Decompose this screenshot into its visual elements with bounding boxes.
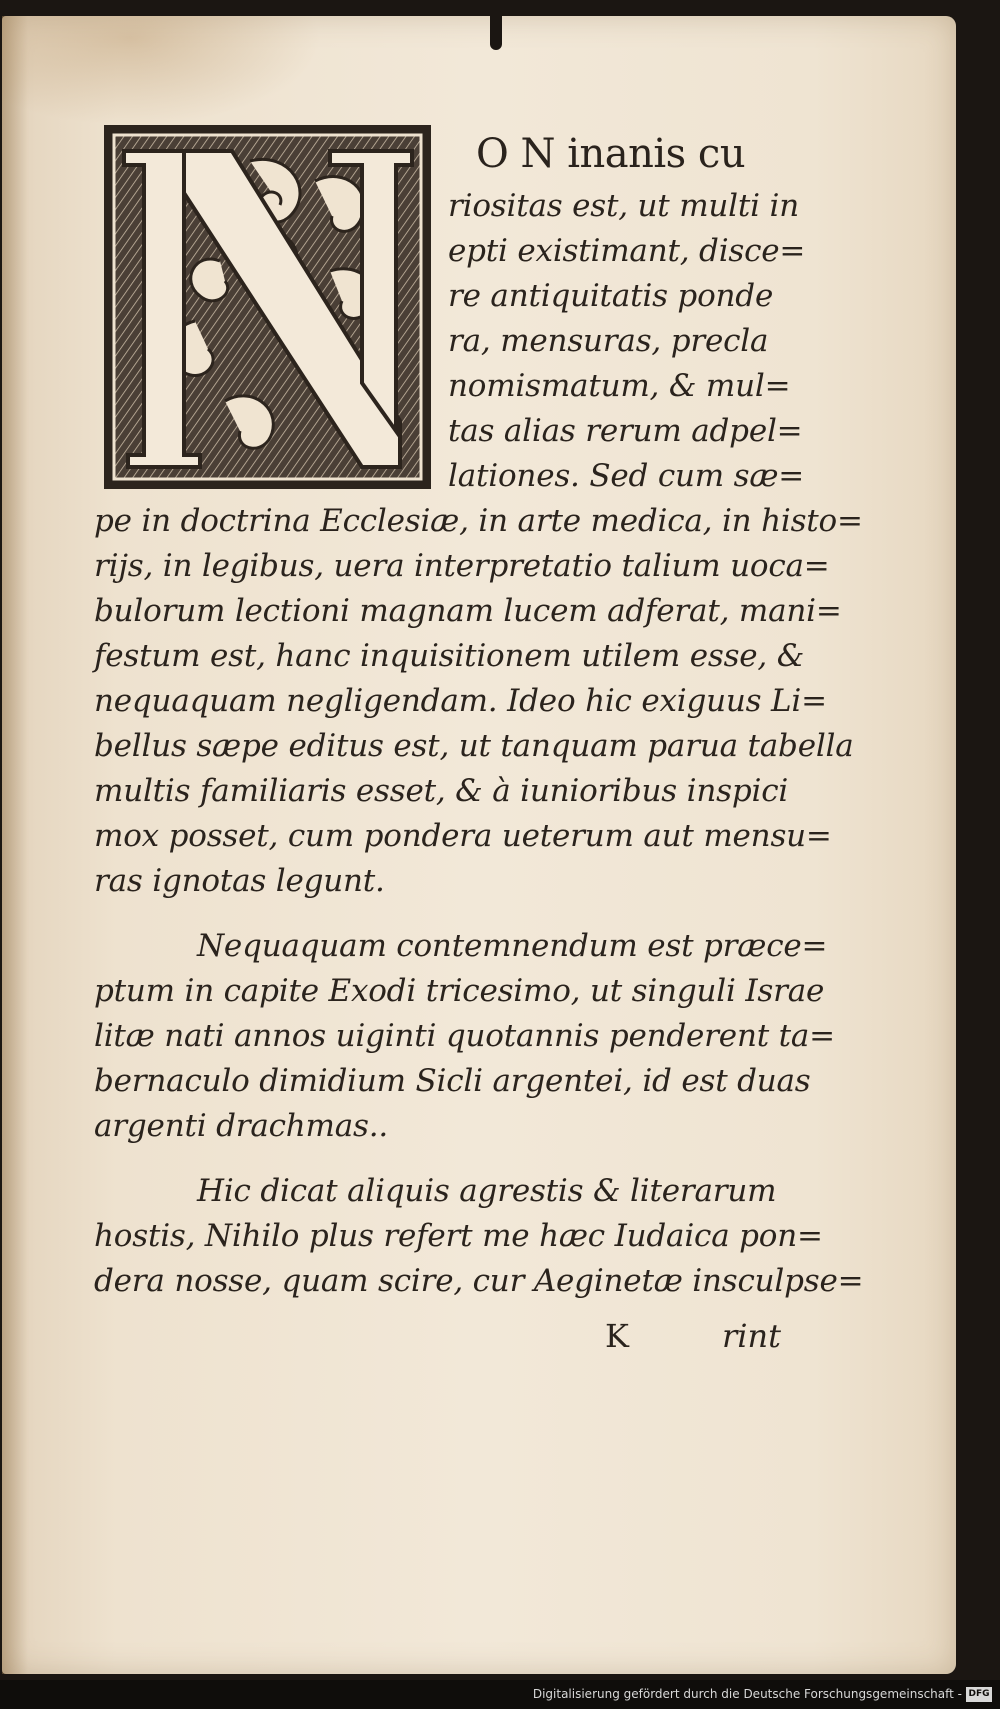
catchword: rint — [722, 1317, 781, 1355]
text-line-12: festum est, hanc inquisitionem utilem esse, & — [94, 638, 805, 674]
text-line-10: rijs, in legibus, uera interpretatio talium uoca= — [94, 548, 830, 584]
digitization-credit: Digitalisierung gefördert durch die Deutsche Forschungsgemeinschaft - — [532, 1687, 962, 1701]
text-line-16: mox posset, cum pondera ueterum aut mensu= — [94, 818, 832, 854]
digitization-credit-bar — [0, 1680, 1000, 1709]
dfg-logo-icon: DFG — [966, 1687, 992, 1702]
text-line-2: riositas est, ut multi in — [448, 188, 800, 224]
text-line-23: Hic dicat aliquis agrestis & literarum — [197, 1173, 777, 1209]
text-line-15: multis familiaris esset, & à iunioribus inspici — [94, 773, 789, 809]
decorated-initial-n — [100, 121, 435, 493]
text-line-22: argenti drachmas.. — [94, 1108, 389, 1144]
text-line-1: O N inanis cu — [476, 131, 746, 177]
text-line-18: Nequaquam contemnendum est præce= — [197, 928, 828, 964]
signature-mark: K — [605, 1317, 629, 1355]
text-line-5: ra, mensuras, precla — [448, 323, 769, 359]
text-line-24: hostis, Nihilo plus refert me hæc Iudaica pon= — [94, 1218, 823, 1254]
text-line-17: ras ignotas legunt. — [94, 863, 385, 899]
text-line-8: lationes. Sed cum sæ= — [448, 458, 805, 494]
page-stain — [2, 16, 322, 126]
text-line-3: epti existimant, disce= — [448, 233, 806, 269]
text-line-13: nequaquam negligendam. Ideo hic exiguus Li= — [94, 683, 827, 719]
text-line-11: bulorum lectioni magnam lucem adferat, mani= — [94, 593, 842, 629]
text-line-20: litæ nati annos uiginti quotannis penderent ta= — [94, 1018, 835, 1054]
text-line-9: pe in doctrina Ecclesiæ, in arte medica, in histo= — [94, 503, 863, 539]
page-notch — [490, 16, 502, 50]
book-page — [2, 16, 956, 1674]
page-gutter-shadow — [2, 16, 28, 1674]
text-line-7: tas alias rerum adpel= — [448, 413, 803, 449]
text-line-4: re antiquitatis ponde — [448, 278, 774, 314]
text-line-25: dera nosse, quam scire, cur Aeginetæ insculpse= — [94, 1263, 864, 1299]
text-line-6: nomismatum, & mul= — [448, 368, 791, 404]
text-line-19: ptum in capite Exodi tricesimo, ut singuli Israe — [94, 973, 825, 1009]
text-line-14: bellus sæpe editus est, ut tanquam parua tabella — [94, 728, 854, 764]
text-line-21: bernaculo dimidium Sicli argentei, id est duas — [94, 1063, 811, 1099]
